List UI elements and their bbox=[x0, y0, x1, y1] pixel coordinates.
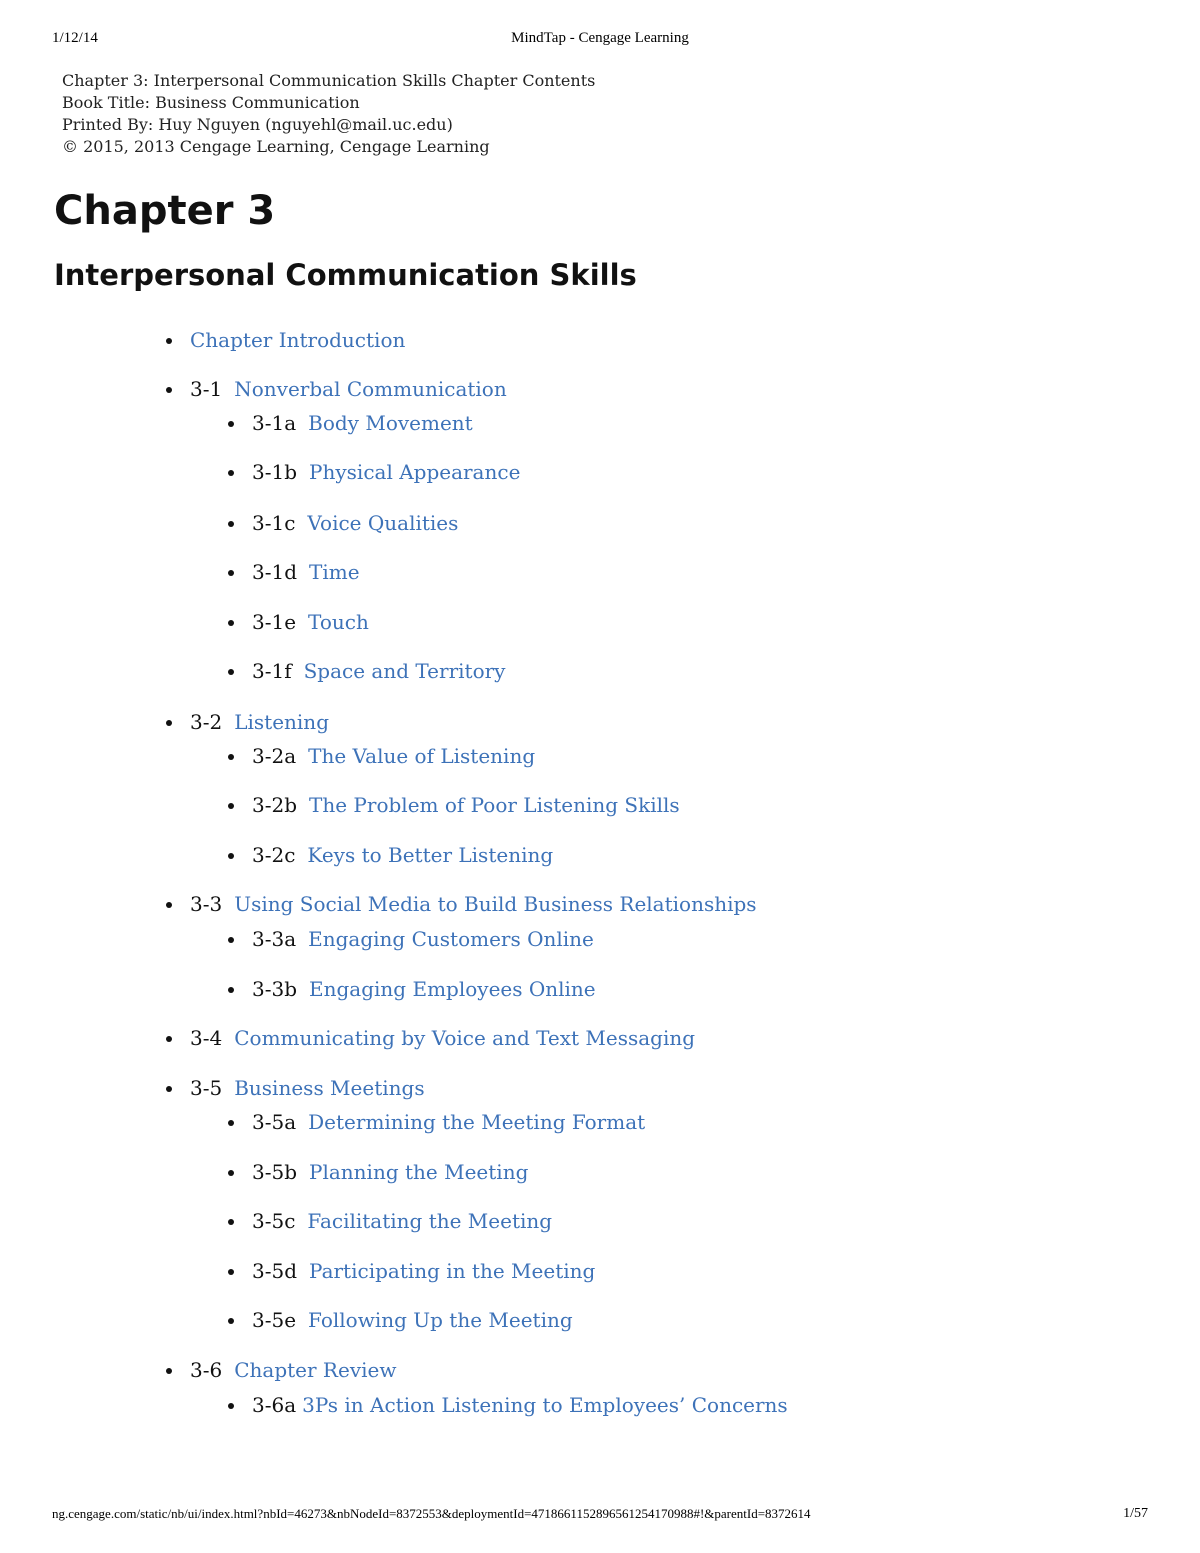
toc-link-3-3[interactable]: Using Social Media to Build Business Relationships bbox=[234, 892, 757, 916]
section-number: 3-6a bbox=[252, 1393, 297, 1417]
bullet-icon bbox=[228, 1219, 234, 1225]
section-number: 3-3a bbox=[252, 927, 297, 951]
toc-item bbox=[252, 1305, 573, 1335]
toc-item bbox=[252, 1390, 788, 1420]
bullet-icon bbox=[228, 803, 234, 809]
toc-link-3-5e[interactable]: Following Up the Meeting bbox=[308, 1308, 573, 1332]
bullet-icon bbox=[228, 1269, 234, 1275]
toc-link-3-2c[interactable]: Keys to Better Listening bbox=[307, 843, 554, 867]
toc-item bbox=[252, 924, 594, 954]
bullet-icon bbox=[228, 421, 234, 427]
toc-item bbox=[190, 889, 757, 919]
page-url: ng.cengage.com/static/nb/ui/index.html?nbId=46273&nbNodeId=8372553&deploymentId=4718661152896561254170988#!&parentId=8372614 bbox=[52, 1506, 811, 1521]
meta-chapter-contents: Chapter 3: Interpersonal Communication Skills Chapter Contents bbox=[62, 71, 596, 90]
section-number: 3-5 bbox=[190, 1076, 223, 1100]
page-number: 1/57 bbox=[1123, 1506, 1148, 1521]
toc-item bbox=[190, 707, 329, 737]
toc-link-3-3a[interactable]: Engaging Customers Online bbox=[308, 927, 594, 951]
toc-link-3-2a[interactable]: The Value of Listening bbox=[308, 744, 536, 768]
toc-item bbox=[190, 1023, 695, 1053]
section-number: 3-1e bbox=[252, 610, 297, 634]
bullet-icon bbox=[228, 521, 234, 527]
bullet-icon bbox=[166, 387, 172, 393]
bullet-icon bbox=[228, 570, 234, 576]
toc-item bbox=[252, 1157, 528, 1187]
section-number: 3-3 bbox=[190, 892, 223, 916]
toc-link-3-2b[interactable]: The Problem of Poor Listening Skills bbox=[309, 793, 680, 817]
bullet-icon bbox=[228, 987, 234, 993]
toc-link-3-5a[interactable]: Determining the Meeting Format bbox=[308, 1110, 646, 1134]
bullet-icon bbox=[228, 1403, 234, 1409]
site-title: MindTap - Cengage Learning bbox=[511, 30, 689, 46]
section-number: 3-2c bbox=[252, 843, 296, 867]
section-number: 3-5b bbox=[252, 1160, 298, 1184]
section-number: 3-5e bbox=[252, 1308, 297, 1332]
toc-item bbox=[252, 607, 369, 637]
section-number: 3-1d bbox=[252, 560, 298, 584]
chapter-title: Chapter 3 bbox=[54, 188, 276, 234]
section-number: 3-1b bbox=[252, 460, 298, 484]
bullet-icon bbox=[228, 1318, 234, 1324]
document-meta bbox=[62, 70, 595, 158]
toc-link-3-2[interactable]: Listening bbox=[234, 710, 329, 734]
section-number: 3-1a bbox=[252, 411, 297, 435]
section-number: 3-1f bbox=[252, 659, 292, 683]
toc-item bbox=[252, 840, 553, 870]
section-number: 3-4 bbox=[190, 1026, 223, 1050]
toc-item bbox=[190, 1073, 425, 1103]
print-header bbox=[52, 30, 1148, 50]
toc-item bbox=[190, 325, 405, 355]
bullet-icon bbox=[166, 1036, 172, 1042]
section-number: 3-1 bbox=[190, 377, 223, 401]
toc-item bbox=[252, 457, 520, 487]
toc-link-3-1b[interactable]: Physical Appearance bbox=[309, 460, 521, 484]
toc-link-3-6a[interactable]: 3Ps in Action Listening to Employees’ Concerns bbox=[302, 1393, 788, 1417]
toc-link-3-1f[interactable]: Space and Territory bbox=[303, 659, 506, 683]
section-number: 3-5d bbox=[252, 1259, 298, 1283]
toc-link-3-1[interactable]: Nonverbal Communication bbox=[234, 377, 507, 401]
bullet-icon bbox=[166, 338, 172, 344]
toc-link-3-5c[interactable]: Facilitating the Meeting bbox=[307, 1209, 553, 1233]
bullet-icon bbox=[228, 853, 234, 859]
section-number: 3-2a bbox=[252, 744, 297, 768]
toc-item bbox=[190, 374, 507, 404]
print-date: 1/12/14 bbox=[52, 30, 98, 46]
toc-item bbox=[252, 1256, 595, 1286]
toc-item bbox=[252, 508, 458, 538]
bullet-icon bbox=[166, 1368, 172, 1374]
toc-link-3-1e[interactable]: Touch bbox=[308, 610, 369, 634]
bullet-icon bbox=[228, 754, 234, 760]
toc-item bbox=[252, 974, 596, 1004]
toc-link-3-1d[interactable]: Time bbox=[309, 560, 360, 584]
bullet-icon bbox=[228, 620, 234, 626]
section-number: 3-6 bbox=[190, 1358, 223, 1382]
meta-copyright: © 2015, 2013 Cengage Learning, Cengage Learning bbox=[62, 137, 490, 156]
toc-link-3-1a[interactable]: Body Movement bbox=[308, 411, 473, 435]
section-number: 3-2 bbox=[190, 710, 223, 734]
toc-link-chapter-introduction[interactable]: Chapter Introduction bbox=[190, 328, 406, 352]
chapter-subtitle: Interpersonal Communication Skills bbox=[54, 258, 637, 292]
bullet-icon bbox=[228, 937, 234, 943]
bullet-icon bbox=[166, 720, 172, 726]
toc-link-3-4[interactable]: Communicating by Voice and Text Messaging bbox=[234, 1026, 696, 1050]
toc-item bbox=[252, 408, 473, 438]
bullet-icon bbox=[228, 470, 234, 476]
print-footer bbox=[52, 1506, 1148, 1526]
toc-item bbox=[252, 656, 505, 686]
toc-item bbox=[252, 1107, 645, 1137]
bullet-icon bbox=[228, 1120, 234, 1126]
section-number: 3-1c bbox=[252, 511, 296, 535]
toc-item bbox=[252, 741, 535, 771]
toc-item bbox=[190, 1355, 396, 1385]
bullet-icon bbox=[228, 1170, 234, 1176]
toc-link-3-3b[interactable]: Engaging Employees Online bbox=[309, 977, 596, 1001]
toc-item bbox=[252, 1206, 552, 1236]
bullet-icon bbox=[166, 1086, 172, 1092]
toc-link-3-5[interactable]: Business Meetings bbox=[234, 1076, 425, 1100]
toc-link-3-5b[interactable]: Planning the Meeting bbox=[309, 1160, 529, 1184]
section-number: 3-5c bbox=[252, 1209, 296, 1233]
toc-link-3-6[interactable]: Chapter Review bbox=[234, 1358, 397, 1382]
toc-item bbox=[252, 557, 360, 587]
section-number: 3-3b bbox=[252, 977, 298, 1001]
section-number: 3-5a bbox=[252, 1110, 297, 1134]
toc-link-3-1c[interactable]: Voice Qualities bbox=[307, 511, 459, 535]
bullet-icon bbox=[228, 669, 234, 675]
toc-item bbox=[252, 790, 680, 820]
meta-printed-by: Printed By: Huy Nguyen (nguyehl@mail.uc.edu) bbox=[62, 115, 453, 134]
meta-book-title: Book Title: Business Communication bbox=[62, 93, 360, 112]
section-number: 3-2b bbox=[252, 793, 298, 817]
bullet-icon bbox=[166, 902, 172, 908]
toc-link-3-5d[interactable]: Participating in the Meeting bbox=[309, 1259, 596, 1283]
